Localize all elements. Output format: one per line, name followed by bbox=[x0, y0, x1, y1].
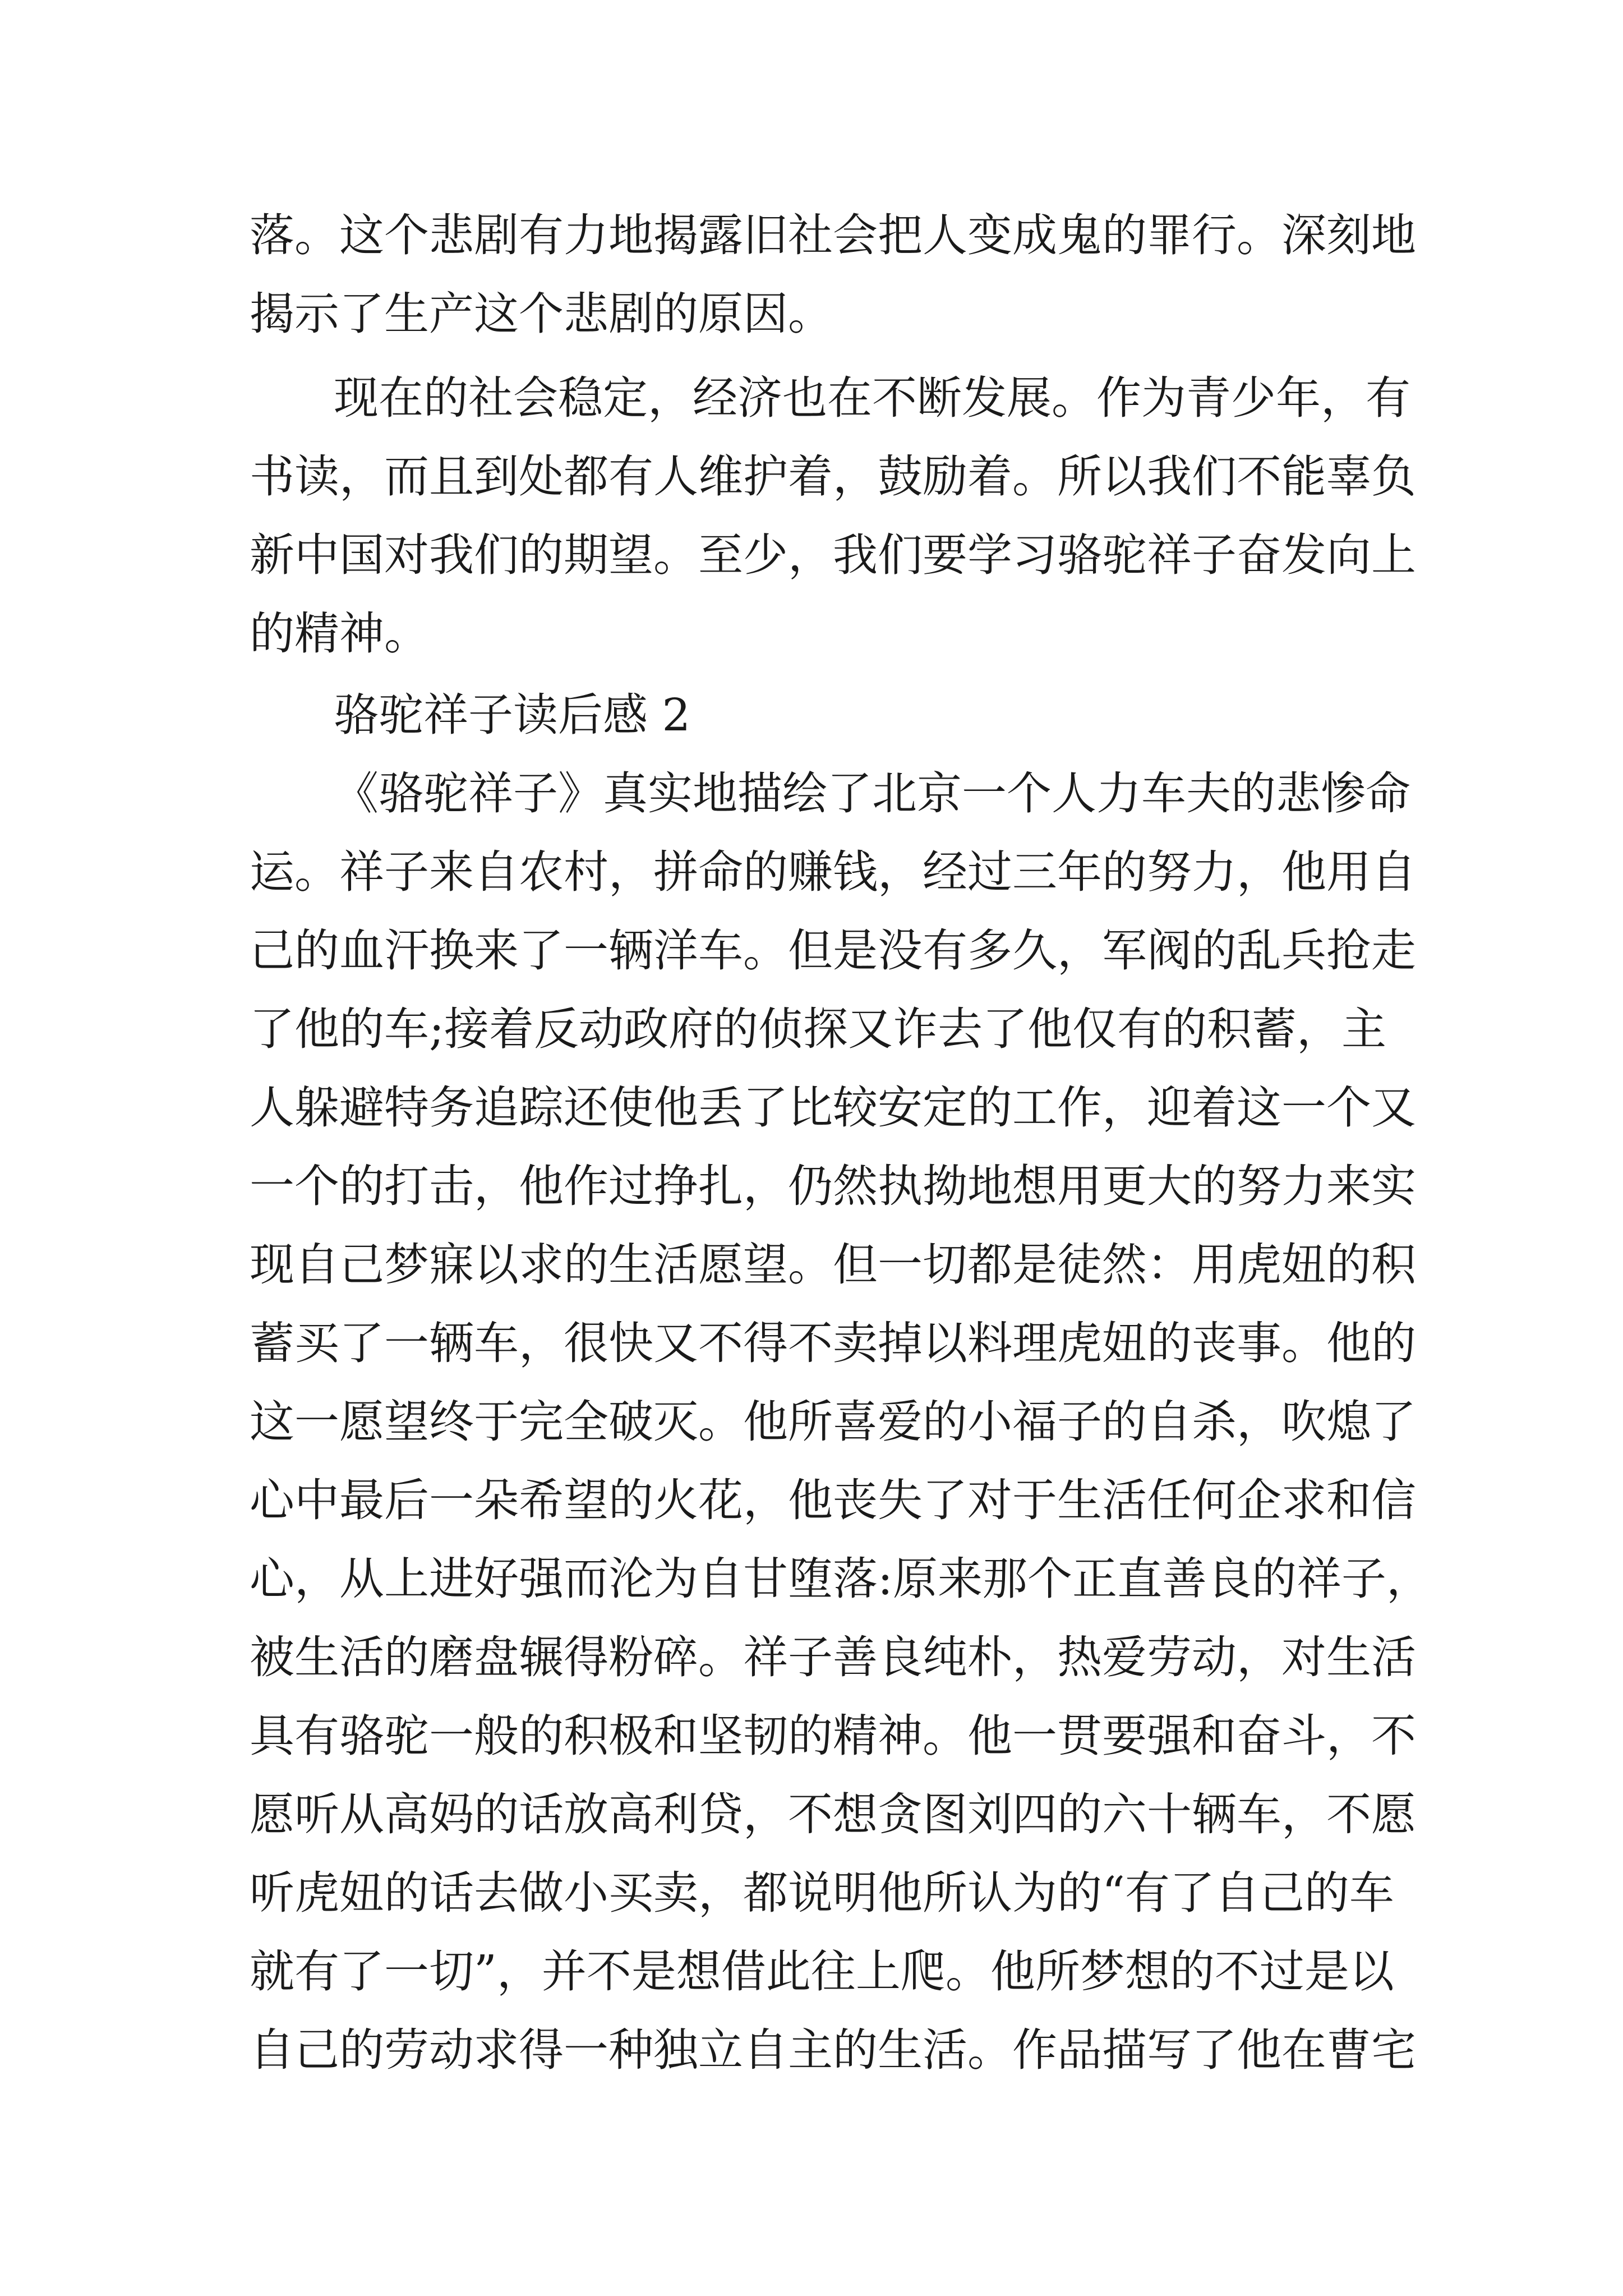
text-line: 揭示了生产这个悲剧的原因。 bbox=[250, 288, 833, 340]
text-line: 了他的车;接着反动政府的侦探又诈去了他仅有的积蓄，主 bbox=[250, 1003, 1386, 1055]
text-line: 心，从上进好强而沦为自甘堕落:原来那个正直善良的祥子， bbox=[250, 1553, 1431, 1605]
text-line: 现自己梦寐以求的生活愿望。但一切都是徒然：用虎妞的积 bbox=[250, 1239, 1416, 1291]
text-line: 心中最后一朵希望的火花，他丧失了对于生活任何企求和信 bbox=[250, 1474, 1416, 1526]
text-line: 自己的劳动求得一种独立自主的生活。作品描写了他在曹宅 bbox=[250, 2024, 1416, 2076]
text-line: 就有了一切”，并不是想借此往上爬。他所梦想的不过是以 bbox=[250, 1945, 1394, 1998]
text-line: 新中国对我们的期望。至少，我们要学习骆驼祥子奋发向上 bbox=[250, 529, 1416, 581]
text-line: 具有骆驼一般的积极和坚韧的精神。他一贯要强和奋斗，不 bbox=[250, 1710, 1416, 1762]
text-line: 愿听从高妈的话放高利贷，不想贪图刘四的六十辆车，不愿 bbox=[250, 1788, 1416, 1841]
text-line: 书读，而且到处都有人维护着，鼓励着。所以我们不能辜负 bbox=[250, 450, 1416, 503]
text-line: 落。这个悲剧有力地揭露旧社会把人变成鬼的罪行。深刻地 bbox=[250, 209, 1416, 261]
text-line: 运。祥子来自农村，拼命的赚钱，经过三年的努力，他用自 bbox=[250, 846, 1416, 898]
text-line: 听虎妞的话去做小买卖，都说明他所认为的“有了自己的车 bbox=[250, 1867, 1394, 1919]
text-line: 人躲避特务追踪还使他丢了比较安定的工作，迎着这一个又 bbox=[250, 1082, 1416, 1134]
text-line: 现在的社会稳定，经济也在不断发展。作为青少年，有 bbox=[334, 372, 1410, 424]
text-line: 己的血汗换来了一辆洋车。但是没有多久，军阀的乱兵抢走 bbox=[250, 924, 1416, 977]
text-line: 一个的打击，他作过挣扎，仍然执拗地想用更大的努力来实 bbox=[250, 1160, 1416, 1212]
text-line: 这一愿望终于完全破灭。他所喜爱的小福子的自杀，吹熄了 bbox=[250, 1396, 1416, 1448]
text-line: 的精神。 bbox=[250, 608, 429, 660]
section-heading: 骆驼祥子读后感 2 bbox=[334, 689, 691, 741]
text-line: 被生活的磨盘辗得粉碎。祥子善良纯朴，热爱劳动，对生活 bbox=[250, 1631, 1416, 1683]
text-line: 蓄买了一辆车，很快又不得不卖掉以料理虎妞的丧事。他的 bbox=[250, 1317, 1416, 1369]
text-line: 《骆驼祥子》真实地描绘了北京一个人力车夫的悲惨命 bbox=[334, 767, 1410, 820]
